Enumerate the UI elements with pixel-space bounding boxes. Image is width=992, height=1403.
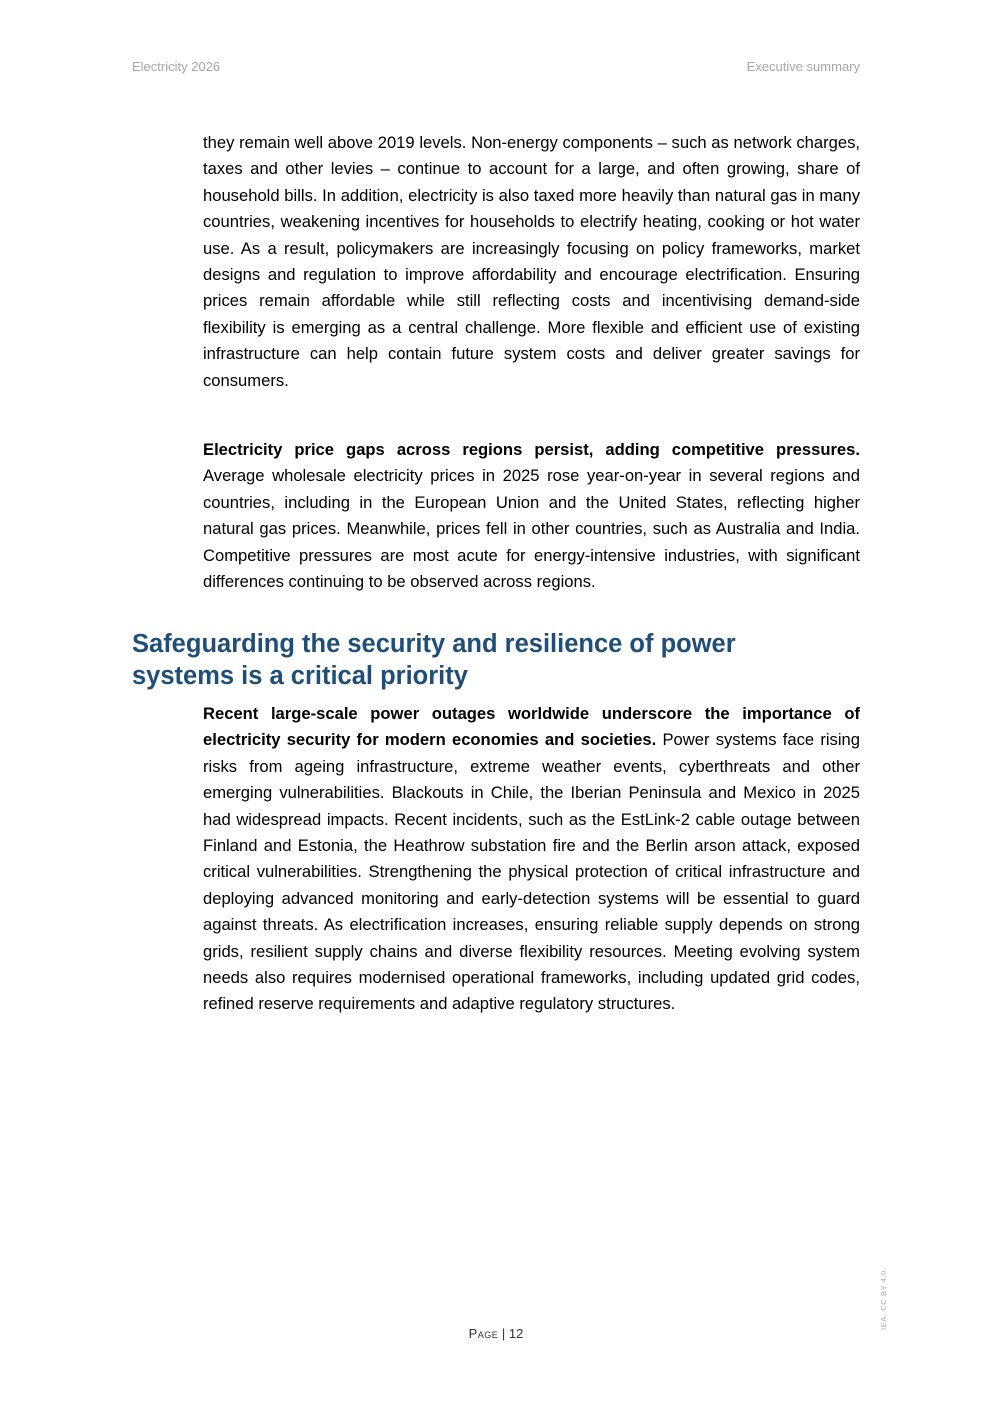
paragraph-text: Average wholesale electricity prices in 2025 rose year-on-year in several regions and countries, including in the European Union and the United States, reflecting higher natural gas prices. Meanwhile, prices fell in other countries, such as Australia and India. Competitive pressures are most acute for energy-intensive industries, with significant differences continuing to be observed across regions.	[203, 466, 860, 592]
paragraph-lead: Recent large-scale power outages worldwide underscore the importance of electricity security for modern economies and societies.	[203, 704, 860, 750]
page-label: Page	[468, 1326, 499, 1341]
paragraph-text: they remain well above 2019 levels. Non-energy components – such as network charges, taxes and other levies – continue to account for a large, and often growing, share of household bills. In addition, electricity is also taxed more heavily than natural gas in many countries, weakening incentives for households to electrify heating, cooking or hot water use. As a result, policymakers are increasingly focusing on policy frameworks, market designs and regulation to improve affordability and encourage electrification. Ensuring prices remain affordable while still reflecting costs and incentivising demand-side flexibility is emerging as a central challenge. More flexible and efficient use of existing infrastructure can help contain future system costs and deliver greater savings for consumers.	[203, 133, 860, 390]
section-heading: Safeguarding the security and resilience of power systems is a critical priority	[132, 630, 736, 690]
page-footer	[0, 1326, 992, 1341]
paragraph-affordability	[203, 130, 860, 394]
page-number: 12	[508, 1326, 524, 1341]
page-separator: |	[498, 1326, 509, 1341]
license-note: IEA. CC BY 4.0.	[879, 1267, 888, 1330]
header-section-title: Executive summary	[746, 59, 860, 74]
paragraph-power-outages	[203, 701, 860, 1018]
paragraph-lead: Electricity price gaps across regions persist, adding competitive pressures.	[203, 440, 860, 459]
header-document-title: Electricity 2026	[132, 59, 221, 74]
paragraph-text: Power systems face rising risks from ageing infrastructure, extreme weather events, cyberthreats and other emerging vulnerabilities. Blackouts in Chile, the Iberian Peninsula and Mexico in 2025 had widespread impacts. Recent incidents, such as the EstLink-2 cable outage between Finland and Estonia, the Heathrow substation fire and the Berlin arson attack, exposed critical vulnerabilities. Strengthening the physical protection of critical infrastructure and deploying advanced monitoring and early-detection systems will be essential to guard against threats. As electrification increases, ensuring reliable supply depends on strong grids, resilient supply chains and diverse flexibility resources. Meeting evolving system needs also requires modernised operational frameworks, including updated grid codes, refined reserve requirements and adaptive regulatory structures.	[203, 730, 861, 1014]
paragraph-price-gaps	[203, 437, 860, 595]
